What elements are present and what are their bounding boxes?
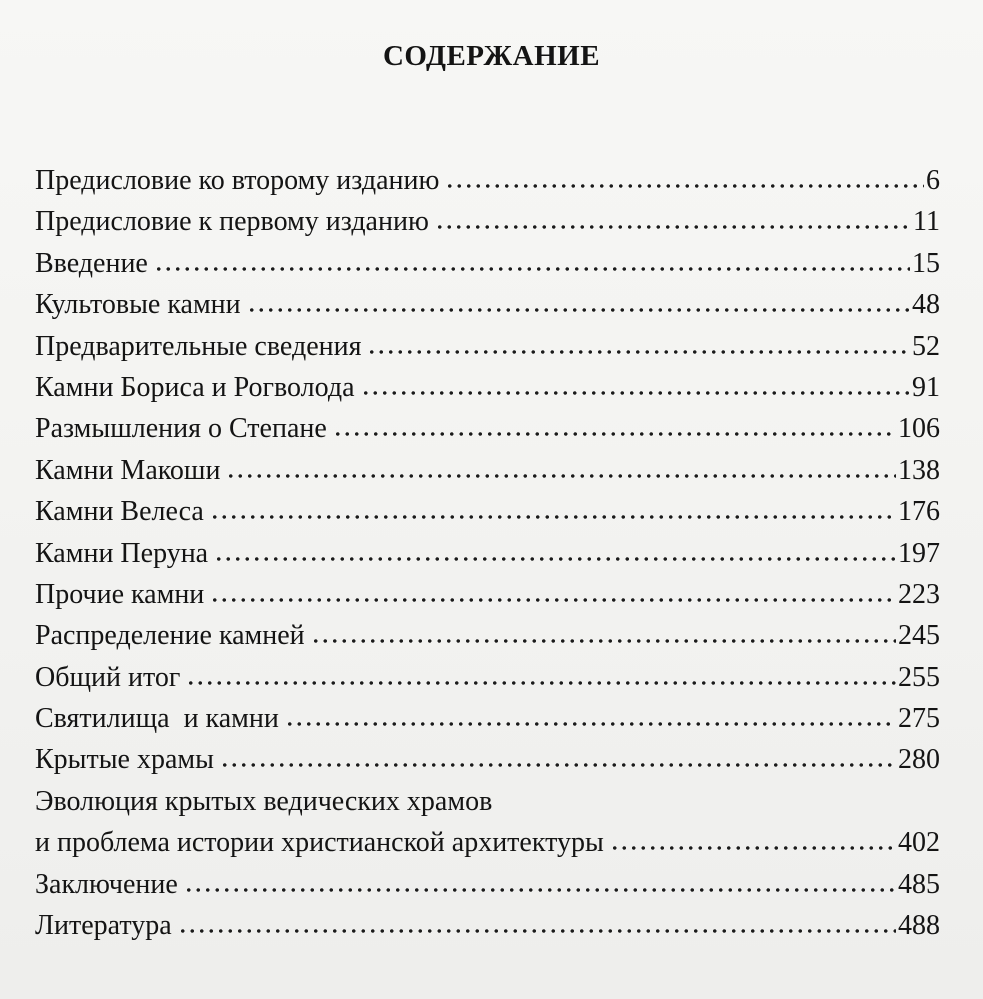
dot-leader (361, 370, 910, 396)
dot-leader (247, 287, 910, 313)
dot-leader (178, 908, 896, 934)
toc-entry-page: 106 (898, 413, 940, 445)
toc-entry (35, 739, 940, 780)
dot-leader (610, 825, 896, 851)
toc-entry (35, 408, 940, 449)
toc-entry-title-line1: Эволюция крытых ведических храмов (35, 785, 493, 817)
toc-entry (35, 615, 940, 656)
toc-entry (35, 574, 940, 615)
toc-entry-page: 275 (898, 703, 940, 735)
toc-entry-title: Литература (35, 910, 172, 942)
dot-leader (333, 411, 896, 437)
toc-entry-title: Предварительные сведения (35, 330, 362, 362)
dot-leader (311, 618, 896, 644)
dot-leader (285, 701, 896, 727)
toc-entry (35, 326, 940, 367)
toc-entry-page: 197 (898, 537, 940, 569)
toc-entry-title: Размышления о Степане (35, 413, 327, 445)
toc-entry-page: 245 (898, 620, 940, 652)
toc-entry-title: Распределение камней (35, 620, 305, 652)
toc-entry-title: Прочие камни (35, 578, 205, 610)
toc-entry-page: 11 (913, 206, 940, 238)
dot-leader (154, 246, 910, 272)
toc-entry-title: Камни Велеса (35, 496, 204, 528)
toc-entry (35, 822, 940, 863)
toc-entry-page: 138 (898, 454, 940, 486)
toc-entry-page: 485 (898, 868, 940, 900)
toc-entry-title: Камни Бориса и Рогволода (35, 371, 355, 403)
toc-entry (35, 367, 940, 408)
toc-entry (35, 243, 940, 284)
toc-entry-title: Предисловие ко второму изданию (35, 165, 440, 196)
dot-leader (226, 453, 896, 479)
dot-leader (184, 867, 896, 893)
toc-entry (35, 160, 940, 201)
table-of-contents (35, 160, 940, 946)
toc-entry (35, 284, 940, 325)
toc-entry (35, 905, 940, 946)
toc-entry-page: 255 (898, 661, 940, 693)
toc-entry-page: 280 (898, 744, 940, 776)
dot-leader (435, 204, 911, 230)
toc-entry (35, 450, 940, 491)
dot-leader (214, 536, 896, 562)
dot-leader (210, 494, 896, 520)
toc-entry-title: Культовые камни (35, 289, 241, 321)
toc-entry (35, 698, 940, 739)
toc-entry-page: 91 (912, 371, 940, 403)
dot-leader (210, 577, 896, 603)
dot-leader (186, 660, 896, 686)
toc-entry-title: Предисловие к первому изданию (35, 206, 429, 238)
toc-entry (35, 864, 940, 905)
toc-entry-page: 6 (926, 165, 940, 196)
toc-entry-page: 488 (898, 910, 940, 942)
toc-entry-page: 402 (898, 827, 940, 859)
toc-entry-title: Заключение (35, 868, 178, 900)
toc-entry-page: 15 (912, 247, 940, 279)
toc-entry (35, 491, 940, 532)
toc-entry-title: Камни Перуна (35, 537, 209, 569)
page-title: СОДЕРЖАНИЕ (382, 40, 601, 72)
toc-entry-title: Камни Макоши (35, 454, 221, 486)
toc-entry-page: 52 (912, 330, 940, 362)
toc-entry (35, 201, 940, 242)
toc-entry (35, 657, 940, 698)
toc-entry (35, 533, 940, 574)
toc-entry-page: 48 (912, 289, 940, 321)
toc-entry-page: 176 (898, 496, 940, 528)
toc-entry-title: Святилища и камни (35, 703, 279, 735)
toc-entry-title: Крытые храмы (35, 744, 214, 776)
dot-leader (220, 742, 896, 768)
dot-leader (367, 329, 910, 355)
toc-entry-page: 223 (898, 578, 940, 610)
toc-entry-title: Общий итог (35, 661, 181, 693)
toc-entry-title: и проблема истории христианской архитектуры (35, 827, 604, 859)
dot-leader (445, 163, 924, 189)
toc-entry-title: Введение (35, 247, 148, 279)
toc-entry-first-line (35, 781, 940, 822)
